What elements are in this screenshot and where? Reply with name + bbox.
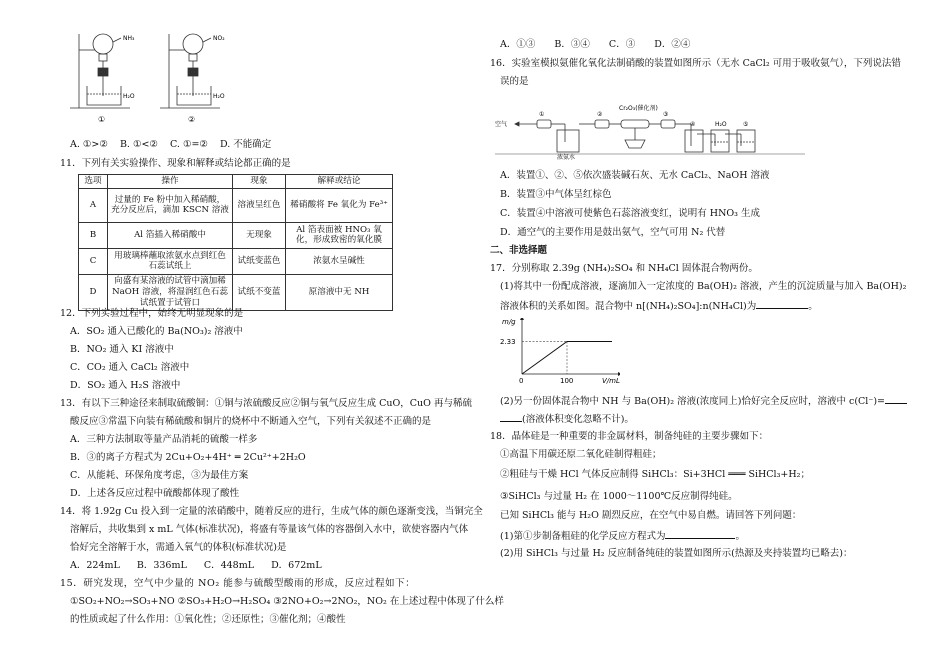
q16-apparatus-figure — [495, 96, 805, 160]
label-4: ④ — [690, 121, 696, 128]
table-cell: 溶液呈红色 — [233, 188, 286, 222]
y-tick-label: 2.33 — [500, 338, 516, 347]
q15-stem-3: 的性质或起了什么作用：①氧化性；②还原性；③催化剂；④酸性 — [70, 614, 346, 625]
q18-given: 已知 SiHCl₃ 能与 H₂O 剧烈反应，在空气中易自燃。请回答下列问题： — [500, 510, 802, 521]
label-ammonia: 浓氨水 — [557, 154, 576, 160]
table-cell: 向盛有某溶液的试管中滴加稀 NaOH 溶液，将湿润红色石蕊试纸置于试管口 — [108, 274, 233, 310]
label-1: ① — [539, 111, 545, 118]
q11-header-operation: 操作 — [108, 175, 233, 189]
x-tick-label-100: 100 — [560, 377, 574, 384]
q11-table — [78, 174, 393, 311]
q17-answer-blank-2b[interactable] — [500, 412, 522, 422]
label-no2: NO₂ — [213, 35, 225, 42]
table-row — [79, 222, 393, 248]
x-axis-arrow — [618, 372, 620, 376]
ammonia-bottle — [557, 130, 579, 152]
table-cell: 试纸变蓝色 — [233, 248, 286, 274]
q18-step-3: ③SiHCl₃ 与过量 H₂ 在 1000～1100℃反应制得纯硅。 — [500, 491, 738, 502]
q12-option-a[interactable]: A．SO₂ 通入已酸化的 Ba(NO₃)₂ 溶液中 — [70, 326, 243, 337]
q10-options — [70, 139, 271, 152]
q12-option-c[interactable]: C．CO₂ 通入 CaCl₂ 溶液中 — [70, 362, 190, 373]
label-3: ③ — [663, 111, 669, 118]
q12-option-b[interactable]: B．NO₂ 通入 KI 溶液中 — [70, 344, 174, 355]
table-cell: 稀硝酸将 Fe 氧化为 Fe³⁺ — [286, 188, 393, 222]
table-cell: 无现象 — [233, 222, 286, 248]
table-cell: 原溶液中无 NH — [286, 274, 393, 310]
section-heading: 二、非选择题 — [490, 245, 548, 256]
q14-options — [70, 560, 322, 573]
table-cell: 浓氨水呈碱性 — [286, 248, 393, 274]
q15-option-c[interactable]: C．③ — [608, 39, 636, 50]
bottle-3 — [685, 130, 703, 152]
q17-part1-line1: (1)将其中一份配成溶液，逐滴加入一定浓度的 Ba(OH)₂ 溶液，产生的沉淀质量与加入 Ba(OH)₂ — [500, 281, 907, 292]
q16-stem-1: 16．实验室模拟氨催化氧化法制硝酸的装置如图所示（无水 CaCl₂ 可用于吸收氨气），下列说法错 — [490, 58, 901, 69]
q17-part2-line1 — [500, 394, 907, 409]
q10-option-b[interactable]: B. ①<② — [119, 139, 158, 150]
fountain-apparatus-figure — [65, 30, 235, 132]
label-air: 空气 — [495, 121, 508, 128]
drying-tube-3 — [661, 120, 675, 128]
period: 。 — [735, 531, 745, 542]
q15-option-b[interactable]: B．③④ — [554, 39, 590, 50]
q10-option-a[interactable]: A. ①>② — [70, 139, 108, 150]
q13-option-b[interactable]: B．③的离子方程式为 2Cu+O₂+4H⁺ ═ 2Cu²⁺+2H₂O — [70, 452, 306, 463]
table-cell: 试纸不变蓝 — [233, 274, 286, 310]
q18-stem: 18．晶体硅是一种重要的非金属材料，制备纯硅的主要步骤如下： — [490, 431, 769, 442]
q16-stem-2: 误的是 — [500, 76, 529, 87]
label-nh3: NH₃ — [123, 35, 135, 42]
q18-part2: (2)用 SiHCl₃ 与过量 H₂ 反应制备纯硅的装置如图所示(热源及夹持装置均已略去)： — [500, 548, 853, 559]
q17-stem: 17．分别称取 2.39g (NH₄)₂SO₄ 和 NH₄Cl 固体混合物两份。 — [490, 263, 758, 274]
q18-step-2: ②粗硅与干燥 HCl 气体反应制得 SiHCl₃：Si+3HCl ═══ SiHCl₃+H₂； — [500, 469, 810, 480]
q12-option-d[interactable]: D．SO₂ 通入 H₂S 溶液中 — [70, 380, 181, 391]
table-row — [79, 274, 393, 310]
x-axis-label: V/mL — [602, 377, 620, 384]
bottle-5 — [737, 130, 755, 152]
q16-option-a[interactable]: A．装置①、②、⑤依次盛装碱石灰、无水 CaCl₂、NaOH 溶液 — [500, 170, 770, 181]
table-row — [79, 188, 393, 222]
bottle-4 — [711, 130, 729, 152]
q11-table-header — [79, 175, 393, 189]
q11-header-option: 选项 — [79, 175, 108, 189]
burner — [625, 140, 645, 148]
label-5: ⑤ — [743, 121, 749, 128]
label-setup-1: ① — [98, 115, 106, 124]
table-cell: 过量的 Fe 粉中加入稀硝酸，充分反应后，滴加 KSCN 溶液 — [108, 188, 233, 222]
q15-stem-2: ①SO₂+NO₂→SO₃+NO ②SO₃+H₂O→H₂SO₄ ③2NO+O₂→2NO₂，NO₂ 在上述过程中体现了什么样 — [70, 596, 504, 607]
q13-option-d[interactable]: D．上述各反应过程中硫酸都体现了酸性 — [70, 488, 240, 499]
q14-option-c[interactable]: C．448mL — [203, 560, 255, 571]
q17-part2-note: (溶液体积变化忽略不计)。 — [522, 414, 634, 425]
label-2: ② — [597, 111, 603, 118]
catalyst-tube — [621, 120, 649, 128]
q17-chart — [500, 318, 620, 384]
q16-option-d[interactable]: D．通空气的主要作用是鼓出氨气，空气可用 N₂ 代替 — [500, 227, 726, 238]
table-cell: C — [79, 248, 108, 274]
label-h2o: H₂O — [715, 121, 727, 128]
drying-tube-1 — [537, 120, 551, 128]
y-axis-label: m/g — [502, 318, 516, 326]
q13-option-a[interactable]: A．三种方法制取等量产品消耗的硫酸一样多 — [70, 434, 258, 445]
table-row — [79, 248, 393, 274]
table-cell: 用玻璃棒蘸取浓氨水点到红色石蕊试纸上 — [108, 248, 233, 274]
apparatus-2 — [160, 34, 220, 108]
q10-option-c[interactable]: C. ①=② — [169, 139, 208, 150]
q17-part2-line2 — [500, 412, 634, 427]
q11-header-phenomenon: 现象 — [233, 175, 286, 189]
table-cell: Al 箔表面被 HNO₃ 氧化，形成致密的氧化膜 — [286, 222, 393, 248]
label-h2o-2: H₂O — [213, 93, 225, 100]
label-h2o-1: H₂O — [123, 93, 135, 100]
q14-stem-1: 14．将 1.92g Cu 投入到一定量的浓硝酸中，随着反应的进行，生成气体的颜色逐渐变浅，当铜完全 — [60, 506, 483, 517]
table-cell: Al 箔插入稀硝酸中 — [108, 222, 233, 248]
label-catalyst: Cr₂O₃(催化剂) — [619, 105, 658, 112]
q15-option-a[interactable]: A．①③ — [500, 39, 536, 50]
q18-part1-text: (1)第①步制备粗硅的化学反应方程式为 — [500, 531, 666, 542]
q17-answer-blank-2a[interactable] — [885, 394, 907, 404]
label-setup-2: ② — [188, 115, 196, 124]
q11-header-conclusion: 解释或结论 — [286, 175, 393, 189]
q16-option-c[interactable]: C．装置④中溶液可使紫色石蕊溶液变红，说明有 HNO₃ 生成 — [500, 208, 761, 219]
q13-stem-1: 13．有以下三种途径来制取硫酸铜：①铜与浓硫酸反应②铜与氧气反应生成 CuO，CuO 再与稀硫 — [60, 398, 472, 409]
x-tick-label-0: 0 — [519, 377, 524, 384]
apparatus-1 — [70, 34, 130, 108]
q14-stem-2: 溶解后，共收集到 x mL 气体(标准状况)，将盛有等量该气体的容器倒入水中，欲使容器内气体 — [70, 524, 469, 535]
q18-part1 — [500, 529, 745, 544]
q15-options — [500, 39, 690, 52]
q14-option-b[interactable]: B．336mL — [136, 560, 187, 571]
q18-step-1: ①高温下用碳还原二氧化硅制得粗硅； — [500, 449, 662, 460]
q17-part2-text: (2)另一份固体混合物中 NH 与 Ba(OH)₂ 溶液(浓度同上)恰好完全反应时，溶液中 c(Cl⁻)= — [500, 396, 886, 407]
table-cell: D — [79, 274, 108, 310]
q17-part1-text: 溶液体积的关系如图。混合物中 n[(NH₄)₂SO₄]:n(NH₄Cl)为 — [500, 301, 757, 312]
q17-answer-blank-1[interactable] — [756, 299, 808, 309]
y-axis-arrow — [520, 318, 524, 320]
drying-tube-2 — [595, 120, 609, 128]
period: 。 — [808, 301, 818, 312]
q15-option-d[interactable]: D．②④ — [654, 39, 691, 50]
q12-stem: 12．下列实验过程中，始终无明显现象的是 — [60, 308, 244, 319]
q13-stem-2: 酸反应③常温下向装有稀硫酸和铜片的烧杯中不断通入空气，下列有关叙述不正确的是 — [70, 416, 432, 427]
q18-answer-blank-1[interactable] — [665, 529, 735, 539]
table-cell: A — [79, 188, 108, 222]
q14-option-a[interactable]: A．224mL — [70, 560, 120, 571]
q17-part1-line2 — [500, 299, 818, 314]
q15-stem-1: 15．研究发现，空气中少量的 NO₂ 能参与硫酸型酸雨的形成，反应过程如下： — [60, 578, 416, 589]
q13-option-c[interactable]: C．从能耗、环保角度考虑，③为最佳方案 — [70, 470, 249, 481]
q11-stem: 11．下列有关实验操作、现象和解释或结论都正确的是 — [60, 158, 291, 169]
table-cell: B — [79, 222, 108, 248]
q16-option-b[interactable]: B．装置③中气体呈红棕色 — [500, 189, 612, 200]
q10-option-d[interactable]: D. 不能确定 — [219, 139, 272, 150]
q14-option-d[interactable]: D．672mL — [271, 560, 322, 571]
q14-stem-3: 恰好完全溶解于水，需通入氧气的体积(标准状况)是 — [70, 542, 287, 553]
